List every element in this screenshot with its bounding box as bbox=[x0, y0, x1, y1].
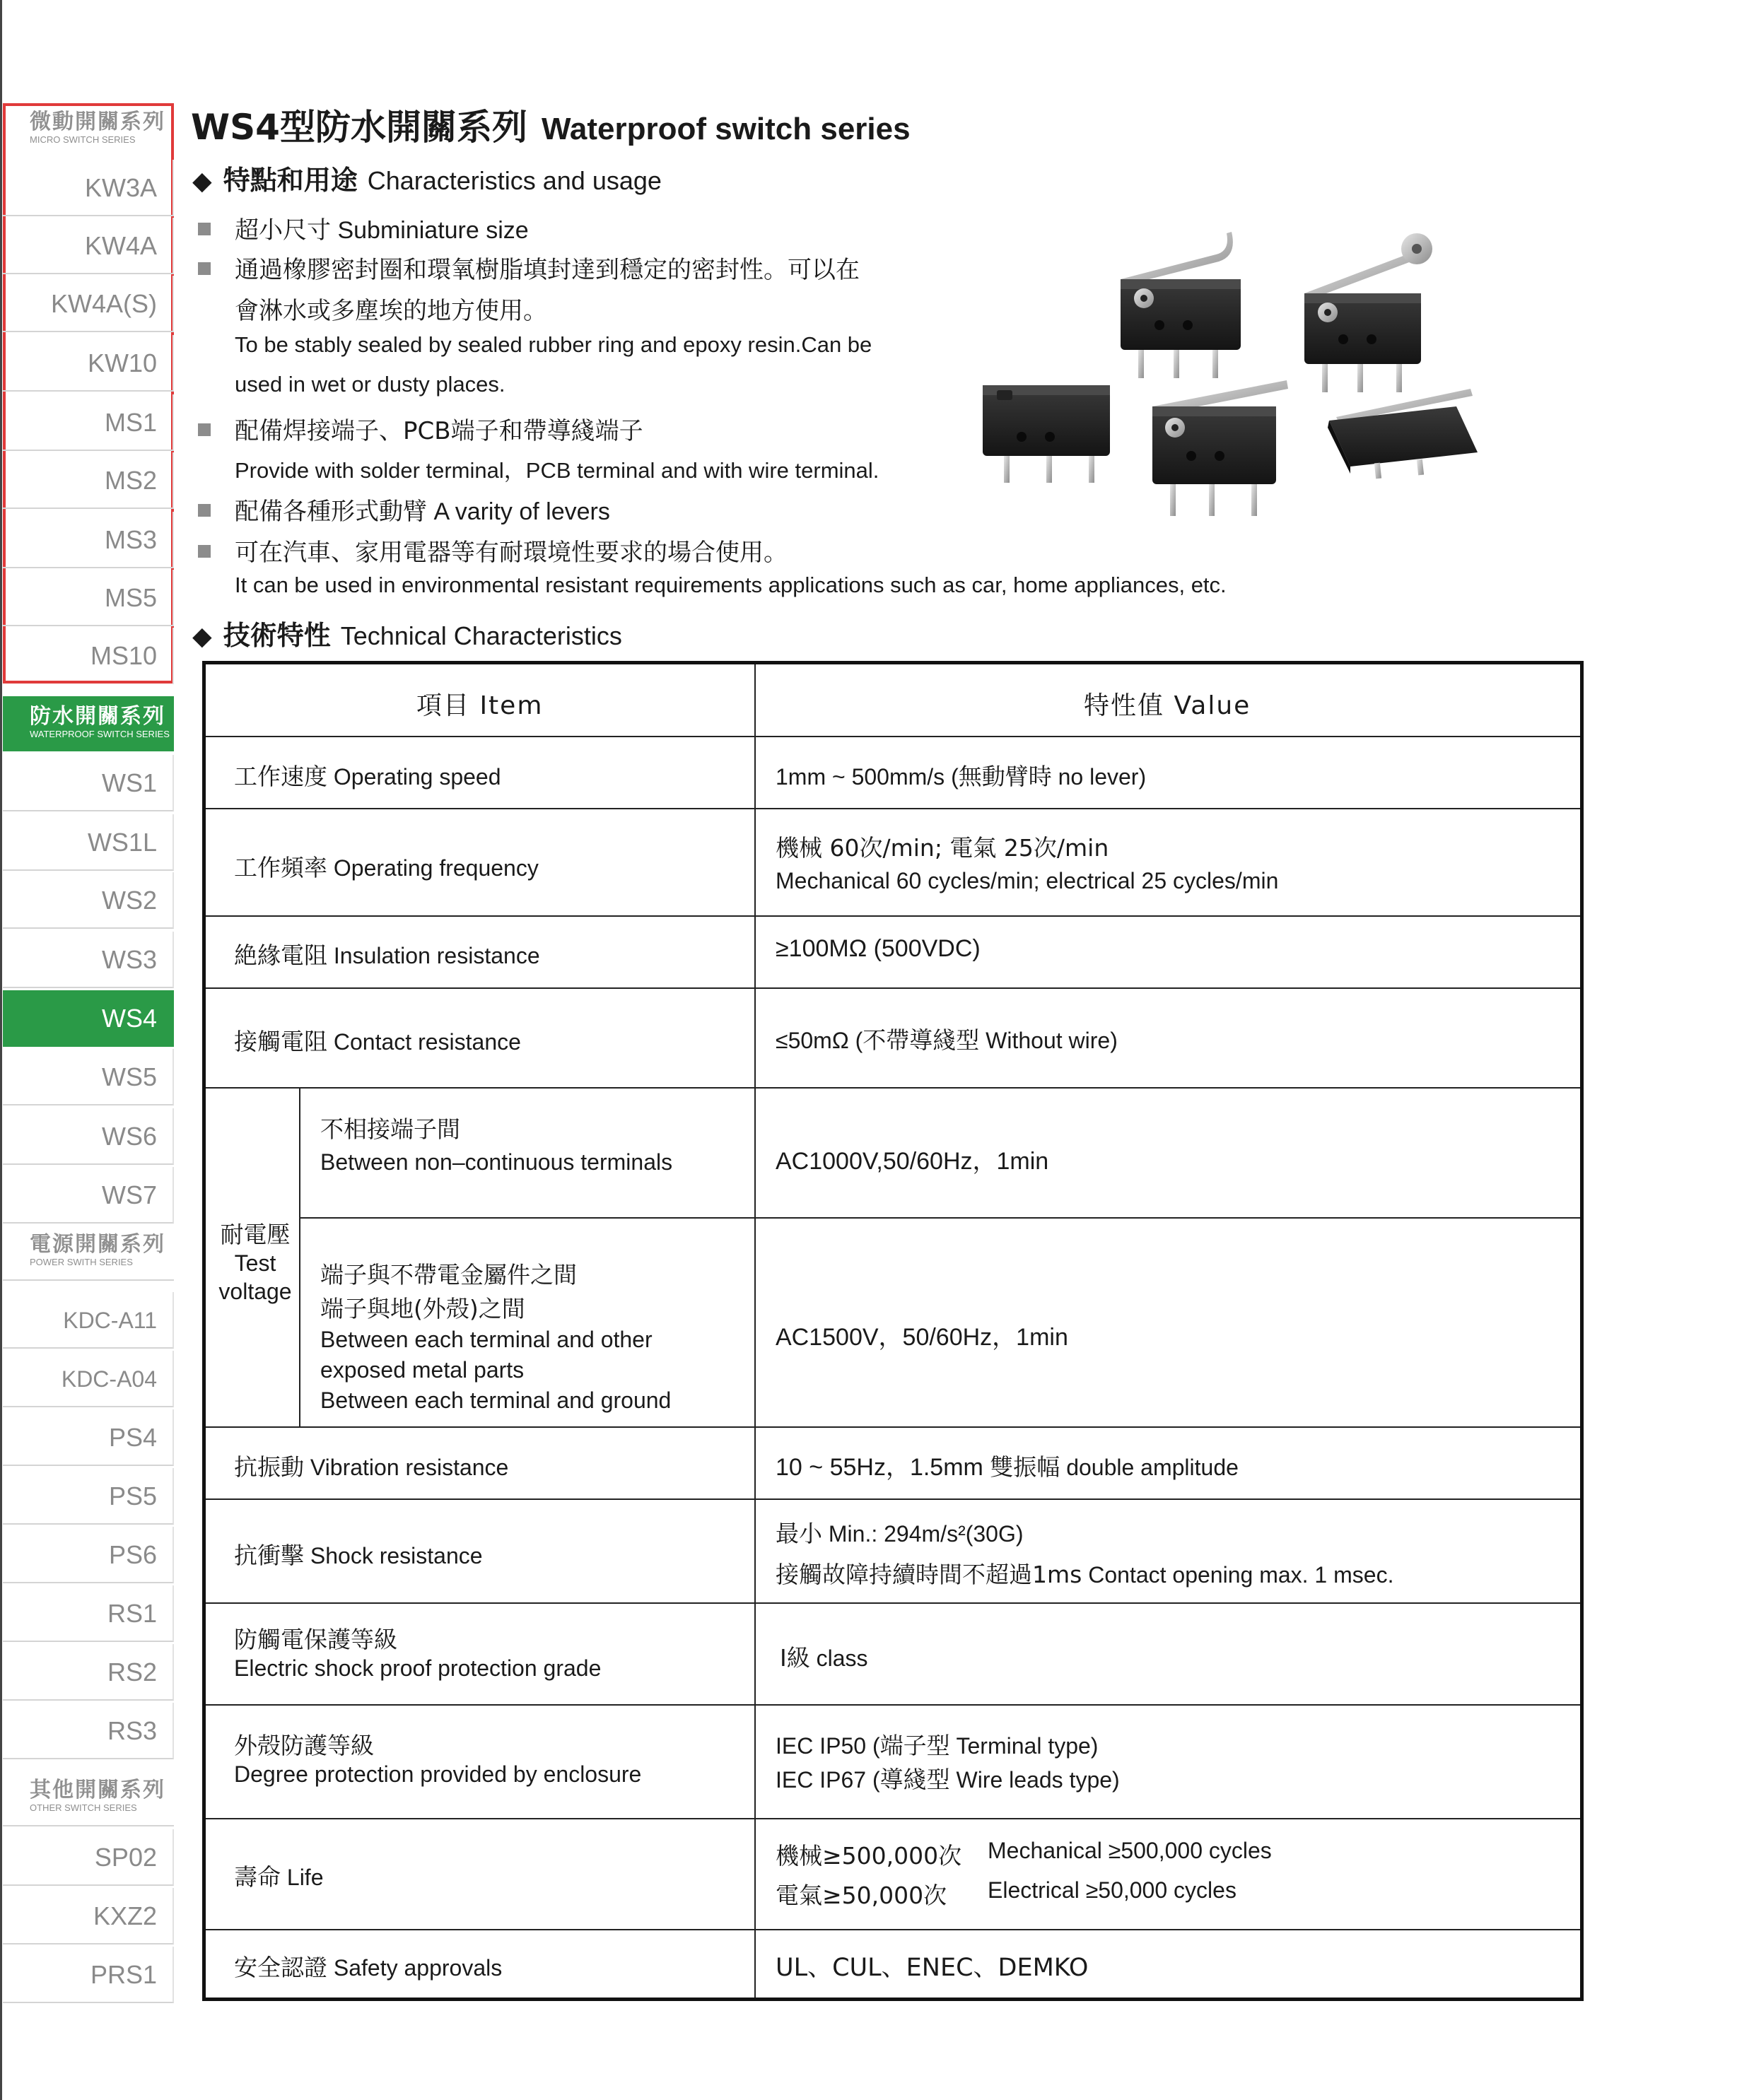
table-divider-main bbox=[754, 664, 756, 1998]
row-insulation-zh: 絶緣電阻 bbox=[234, 942, 327, 969]
row-safety-label bbox=[234, 1949, 502, 1983]
sidebar-heading-power-zh: 電源開關系列 bbox=[30, 1232, 165, 1257]
sidebar-item-ws1l[interactable]: WS1L bbox=[3, 814, 174, 871]
header-value: 特性值 Value bbox=[1084, 691, 1251, 720]
row-contact-label bbox=[234, 1023, 521, 1057]
sidebar-item-ws1[interactable]: WS1 bbox=[3, 755, 174, 811]
feature-2-zh-line1: 通過橡膠密封圈和環氧樹脂填封達到穩定的密封性。可以在 bbox=[235, 256, 860, 284]
row-shock-zh: 抗衝擊 bbox=[234, 1542, 304, 1569]
row-frequency-label bbox=[234, 850, 539, 883]
row-contact-value bbox=[776, 1022, 1118, 1055]
table-rule bbox=[206, 1602, 1580, 1604]
row-enclosure-value-1a: IEC IP50 ( bbox=[776, 1733, 880, 1759]
sidebar-item-ws7[interactable]: WS7 bbox=[3, 1167, 174, 1224]
sidebar-heading-waterproof-en: WATERPROOF SWITCH SERIES bbox=[30, 729, 170, 739]
row-tv1-en: Between non–continuous terminals bbox=[320, 1149, 673, 1175]
switch-image-5 bbox=[1328, 389, 1478, 479]
row-shock-value-2-en: Contact opening max. 1 msec. bbox=[1082, 1562, 1394, 1588]
row-safety-en: Safety approvals bbox=[333, 1955, 503, 1981]
sidebar-heading-power[interactable] bbox=[3, 1230, 174, 1281]
row-speed-value-a: 1mm ~ 500mm/s ( bbox=[776, 764, 959, 790]
feature-5-zh: 可在汽車、家用電器等有耐環境性要求的場合使用。 bbox=[235, 539, 788, 567]
row-life-zh: 壽命 bbox=[234, 1863, 281, 1891]
feature-2-en-line2: used in wet or dusty places. bbox=[235, 372, 505, 397]
table-rule bbox=[206, 915, 1580, 917]
row-vibration-value-b: double amplitude bbox=[1060, 1455, 1239, 1480]
row-safety-value: UL、CUL、ENEC、DEMKO bbox=[776, 1954, 1089, 1982]
sidebar-heading-other-en: OTHER SWITCH SERIES bbox=[30, 1802, 137, 1813]
row-tv2-zh-2: 端子與地(外殻)之間 bbox=[320, 1295, 525, 1322]
sidebar-item-ms5[interactable]: MS5 bbox=[3, 570, 174, 626]
feature-5 bbox=[198, 533, 788, 568]
feature-3-en: Provide with solder terminal，PCB terminal and with wire terminal. bbox=[235, 458, 879, 483]
row-life-en: Life bbox=[286, 1865, 324, 1890]
row-speed-zh: 工作速度 bbox=[234, 763, 327, 790]
product-photo bbox=[983, 212, 1492, 523]
feature-4-en: A varity of levers bbox=[433, 498, 610, 525]
switch-image-2 bbox=[1304, 233, 1432, 392]
row-enclosure-value-1zh: 端子型 bbox=[879, 1732, 950, 1759]
row-test-voltage-label bbox=[213, 1221, 298, 1306]
sidebar-item-kw4a-s[interactable]: KW4A(S) bbox=[3, 276, 174, 332]
sidebar-item-ms1[interactable]: MS1 bbox=[3, 394, 174, 451]
table-rule bbox=[206, 1087, 1580, 1089]
sidebar-heading-micro-zh: 微動開關系列 bbox=[30, 110, 165, 134]
row-frequency-value-2: Mechanical 60 cycles/min; electrical 25 cycles/min bbox=[776, 868, 1279, 893]
sidebar-item-prs1[interactable]: PRS1 bbox=[3, 1947, 174, 2003]
sidebar-item-ws3[interactable]: WS3 bbox=[3, 932, 174, 988]
row-tv2-en-3: Between each terminal and ground bbox=[320, 1388, 672, 1413]
row-shock-label bbox=[234, 1537, 483, 1571]
row-tv1-value: AC1000V,50/60Hz，1min bbox=[776, 1148, 1049, 1175]
sidebar-item-ms2[interactable]: MS2 bbox=[3, 452, 174, 509]
row-shock-value-1-zh: 最小 bbox=[776, 1520, 822, 1547]
page-title-zh: WS4型防水開關系列 bbox=[191, 107, 527, 148]
row-enclosure-en: Degree protection provided by enclosure bbox=[234, 1761, 642, 1787]
sidebar-item-kw10[interactable]: KW10 bbox=[3, 335, 174, 392]
switch-image-1 bbox=[1121, 232, 1241, 378]
row-speed-en: Operating speed bbox=[333, 764, 501, 790]
page-left-rule bbox=[0, 0, 2, 2100]
sidebar-item-ws6[interactable]: WS6 bbox=[3, 1108, 174, 1165]
row-life-label bbox=[234, 1859, 323, 1892]
row-tv2-en-2: exposed metal parts bbox=[320, 1357, 525, 1383]
table-rule bbox=[206, 1426, 1580, 1428]
sidebar-item-ms3[interactable]: MS3 bbox=[3, 512, 174, 568]
row-test-voltage-en-1: Test bbox=[234, 1250, 276, 1276]
row-frequency-en: Operating frequency bbox=[333, 855, 539, 881]
row-contact-en: Contact resistance bbox=[333, 1029, 521, 1055]
row-shock-value-1-en: Min.: 294m/s²(30G) bbox=[822, 1521, 1024, 1547]
square-bullet-icon bbox=[198, 423, 211, 436]
sidebar-item-ps6[interactable]: PS6 bbox=[3, 1527, 174, 1583]
feature-2-en-line1: To be stably sealed by sealed rubber ring and epoxy resin.Can be bbox=[235, 332, 872, 357]
sidebar-item-rs1[interactable]: RS1 bbox=[3, 1585, 174, 1642]
sidebar-item-ws2[interactable]: WS2 bbox=[3, 872, 174, 929]
row-enclosure-value-2zh: 導綫型 bbox=[879, 1766, 950, 1793]
row-vibration-value bbox=[776, 1448, 1239, 1482]
sidebar-heading-other-zh: 其他開關系列 bbox=[30, 1778, 165, 1802]
sidebar-heading-waterproof[interactable] bbox=[3, 696, 174, 751]
switch-image-4 bbox=[1152, 380, 1288, 516]
row-enclosure-value-2 bbox=[776, 1761, 1120, 1795]
feature-5-en: It can be used in environmental resistant requirements applications such as car, home appliances, etc. bbox=[235, 573, 1227, 597]
sidebar-item-sp02[interactable]: SP02 bbox=[3, 1829, 174, 1886]
table-rule bbox=[206, 1929, 1580, 1930]
row-shock-en: Shock resistance bbox=[310, 1543, 483, 1568]
row-insulation-value: ≥100MΩ (500VDC) bbox=[776, 935, 981, 962]
row-vibration-value-zh: 雙振幅 bbox=[990, 1453, 1060, 1481]
row-shock-value-2 bbox=[776, 1556, 1393, 1590]
sidebar-item-kw4a[interactable]: KW4A bbox=[3, 218, 174, 274]
row-enclosure-value-1 bbox=[776, 1727, 1098, 1761]
row-esp-zh: 防觸電保護等級 bbox=[234, 1626, 397, 1653]
row-life-value-1-zh: 機械≥500,000次 bbox=[776, 1842, 962, 1870]
row-esp-en: Electric shock proof protection grade bbox=[234, 1655, 602, 1681]
row-contact-value-b: Without wire) bbox=[979, 1028, 1118, 1053]
row-esp-value bbox=[780, 1640, 868, 1673]
sidebar-heading-power-en: POWER SWITH SERIES bbox=[30, 1257, 133, 1267]
sidebar-item-kxz2[interactable]: KXZ2 bbox=[3, 1888, 174, 1944]
row-speed-value bbox=[776, 758, 1146, 792]
section-characteristics-zh: 特點和用途 bbox=[223, 165, 358, 196]
row-life-value-2-zh: 電氣≥50,000次 bbox=[776, 1882, 947, 1909]
table-rule bbox=[206, 987, 1580, 989]
row-contact-zh: 接觸電阻 bbox=[234, 1028, 327, 1055]
row-insulation-en: Insulation resistance bbox=[333, 943, 540, 968]
row-speed-label bbox=[234, 758, 501, 792]
row-life-value-2-en: Electrical ≥50,000 cycles bbox=[988, 1877, 1236, 1903]
feature-4-zh: 配備各種形式動臂 bbox=[235, 498, 427, 526]
row-frequency-zh: 工作頻率 bbox=[234, 854, 327, 881]
row-tv1-zh: 不相接端子間 bbox=[320, 1115, 460, 1143]
row-shock-value-1 bbox=[776, 1515, 1024, 1549]
feature-2 bbox=[198, 250, 860, 285]
sidebar-item-ws5[interactable]: WS5 bbox=[3, 1049, 174, 1105]
row-contact-value-a: ≤50mΩ ( bbox=[776, 1028, 863, 1053]
row-enclosure-value-1b: Terminal type) bbox=[949, 1733, 1099, 1759]
table-divider-voltage bbox=[299, 1089, 300, 1428]
section-characteristics-en: Characteristics and usage bbox=[367, 166, 662, 195]
square-bullet-icon bbox=[198, 504, 211, 517]
feature-1 bbox=[198, 211, 529, 245]
section-technical-zh: 技術特性 bbox=[223, 620, 331, 651]
row-enclosure-value-2b: Wire leads type) bbox=[949, 1767, 1120, 1793]
sidebar-item-rs2[interactable]: RS2 bbox=[3, 1644, 174, 1701]
table-rule bbox=[206, 736, 1580, 737]
sidebar-item-kw3a[interactable]: KW3A bbox=[3, 160, 174, 216]
row-insulation-label bbox=[234, 937, 540, 970]
row-vibration-value-a: 10 ~ 55Hz，1.5mm bbox=[776, 1454, 990, 1481]
sidebar-heading-micro-en: MICRO SWITCH SERIES bbox=[30, 134, 136, 145]
section-technical-en: Technical Characteristics bbox=[340, 621, 622, 650]
row-tv2-en-1: Between each terminal and other bbox=[320, 1327, 653, 1352]
feature-1-en: Subminiature size bbox=[337, 217, 529, 244]
table-rule bbox=[206, 1704, 1580, 1706]
section-technical bbox=[192, 614, 622, 652]
table-rule bbox=[299, 1217, 1580, 1219]
sidebar-item-kdc-a11[interactable]: KDC-A11 bbox=[3, 1292, 174, 1349]
table-rule bbox=[206, 1498, 1580, 1500]
row-safety-zh: 安全認證 bbox=[234, 1954, 327, 1981]
diamond-bullet-icon: ◆ bbox=[192, 167, 212, 196]
sidebar-item-ws4[interactable]: WS4 bbox=[3, 990, 174, 1047]
sidebar-heading-other[interactable] bbox=[3, 1776, 174, 1826]
page-title bbox=[191, 99, 911, 150]
sidebar-heading-micro[interactable] bbox=[3, 107, 174, 153]
row-enclosure-value-2a: IEC IP67 ( bbox=[776, 1767, 880, 1793]
feature-3 bbox=[198, 411, 643, 446]
row-speed-value-b: no lever) bbox=[1051, 764, 1147, 790]
row-esp-value-zh: Ⅰ級 bbox=[780, 1644, 810, 1672]
sidebar-item-rs3[interactable]: RS3 bbox=[3, 1703, 174, 1759]
section-characteristics bbox=[192, 158, 662, 197]
sidebar-item-ms10[interactable]: MS10 bbox=[3, 628, 174, 684]
row-contact-value-zh: 不帶導綫型 bbox=[863, 1026, 980, 1054]
sidebar-item-ps5[interactable]: PS5 bbox=[3, 1468, 174, 1525]
row-vibration-en: Vibration resistance bbox=[310, 1455, 509, 1480]
page-title-en: Waterproof switch series bbox=[541, 112, 911, 146]
table-rule bbox=[206, 1818, 1580, 1819]
row-frequency-value-1: 機械 60次/min; 電氣 25次/min bbox=[776, 834, 1109, 862]
row-tv2-zh-1: 端子與不帶電金屬件之間 bbox=[320, 1261, 577, 1289]
row-test-voltage-en-2: voltage bbox=[218, 1279, 292, 1304]
row-shock-value-2-zh: 接觸故障持續時間不超過1ms bbox=[776, 1561, 1082, 1588]
sidebar-item-ps4[interactable]: PS4 bbox=[3, 1409, 174, 1466]
row-tv2-value: AC1500V，50/60Hz，1min bbox=[776, 1324, 1068, 1351]
row-test-voltage-zh: 耐電壓 bbox=[220, 1221, 291, 1248]
spec-table bbox=[202, 661, 1584, 2001]
row-speed-value-zh: 無動臂時 bbox=[958, 763, 1052, 790]
feature-1-zh: 超小尺寸 bbox=[235, 216, 331, 245]
row-enclosure-zh: 外殻防護等級 bbox=[234, 1732, 374, 1759]
square-bullet-icon bbox=[198, 545, 211, 558]
table-rule bbox=[206, 808, 1580, 809]
sidebar-heading-waterproof-zh: 防水開關系列 bbox=[30, 704, 165, 729]
square-bullet-icon bbox=[198, 223, 211, 235]
feature-2-zh-line2: 會淋水或多塵埃的地方使用。 bbox=[235, 297, 547, 325]
feature-4 bbox=[198, 492, 610, 527]
switch-image-3 bbox=[983, 385, 1110, 483]
feature-3-zh: 配備焊接端子、PCB端子和帶導綫端子 bbox=[235, 417, 643, 445]
sidebar-item-kdc-a04[interactable]: KDC-A04 bbox=[3, 1351, 174, 1407]
header-item: 項目 Item bbox=[416, 691, 544, 720]
row-life-value-1-en: Mechanical ≥500,000 cycles bbox=[988, 1838, 1272, 1863]
row-esp-value-en: class bbox=[809, 1646, 868, 1671]
diamond-bullet-icon: ◆ bbox=[192, 622, 212, 651]
square-bullet-icon bbox=[198, 262, 211, 275]
row-vibration-label bbox=[234, 1449, 508, 1482]
row-vibration-zh: 抗振動 bbox=[234, 1453, 304, 1481]
